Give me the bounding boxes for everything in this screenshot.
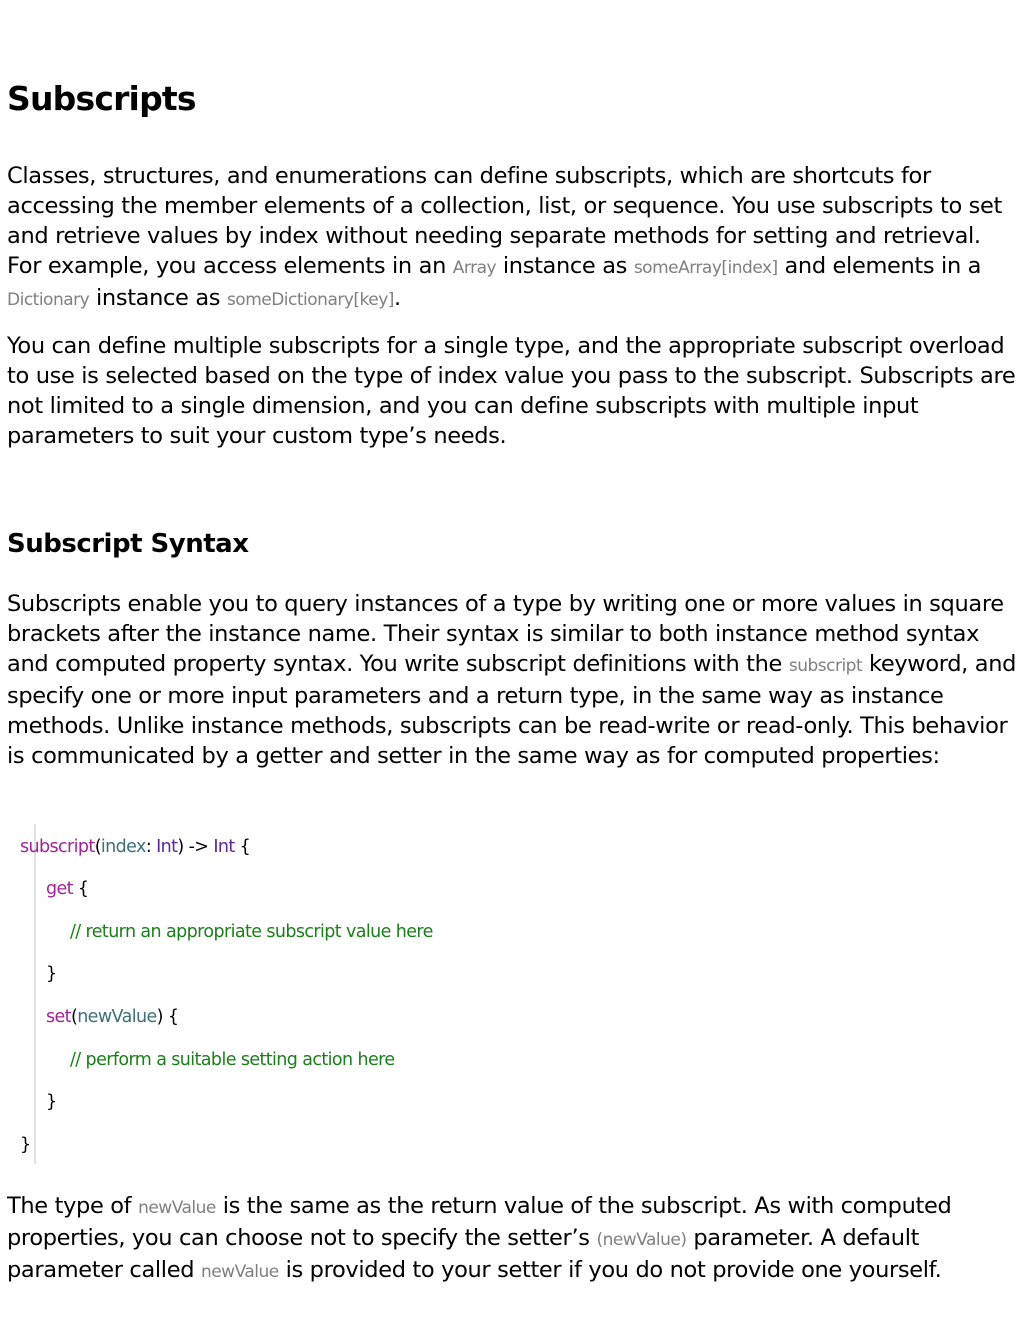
page-title: Subscripts bbox=[7, 79, 196, 118]
code-punct: { bbox=[72, 879, 89, 899]
code-punct: ) { bbox=[156, 1007, 179, 1027]
intro-paragraph-1 bbox=[7, 161, 1017, 315]
code-listing bbox=[20, 824, 736, 1164]
code-punct: : bbox=[145, 837, 157, 857]
inline-code-array: Array bbox=[452, 258, 497, 278]
inline-code-newvalue: newValue bbox=[138, 1198, 216, 1218]
text-run: keyword, and specify one or more input parameters and a return type, in the same way as instance methods. Unlike instance methods, subscripts can be read-write or read-only. This behavior is communicated by a getter and setter in the same way as for computed properties: bbox=[7, 651, 1017, 769]
code-keyword: set bbox=[46, 1007, 71, 1027]
code-punct: { bbox=[234, 837, 251, 857]
inline-code-newvalue: newValue bbox=[200, 1262, 279, 1282]
code-line-1 bbox=[20, 835, 250, 859]
code-type: Int bbox=[213, 837, 235, 857]
code-line-4: } bbox=[46, 964, 57, 984]
inline-code-somedictionary-key: someDictionary[key] bbox=[226, 290, 394, 310]
code-punct: ( bbox=[70, 1007, 78, 1027]
code-line-5 bbox=[46, 1005, 178, 1029]
text-run: parameter. A default parameter called bbox=[7, 1225, 920, 1283]
text-run: Subscripts enable you to query instances of a type by writing one or more values in square brackets after the instance name. Their syntax is similar to both instance method syntax and computed property syntax. You write subscript definitions with the bbox=[7, 591, 1004, 677]
inline-code-somearray-index: someArray[index] bbox=[633, 258, 778, 278]
text-run: is provided to your setter if you do not provide one yourself. bbox=[278, 1257, 942, 1283]
code-punct: ) -> bbox=[177, 837, 214, 857]
code-keyword: get bbox=[46, 879, 73, 899]
text-run: is the same as the return value of the subscript. As with computed properties, you can choose not to specify the setter’s bbox=[7, 1193, 952, 1251]
inline-code-dictionary: Dictionary bbox=[7, 290, 90, 310]
inline-code-subscript: subscript bbox=[788, 656, 863, 676]
code-parameter: newValue bbox=[77, 1007, 157, 1027]
intro-paragraph-2: You can define multiple subscripts for a single type, and the appropriate subscript overload to use is selected based on the type of index value you pass to the subscript. Subscripts are not limited to a single dimension, and you can define subscripts with multiple input parameters to suit your custom type’s needs. bbox=[7, 333, 1016, 449]
code-line-3-comment: // return an appropriate subscript value here bbox=[70, 922, 433, 942]
section-heading: Subscript Syntax bbox=[7, 529, 249, 559]
text-run: The type of bbox=[7, 1193, 139, 1219]
code-punct: ( bbox=[94, 837, 101, 857]
text-run: instance as bbox=[89, 285, 227, 311]
code-line-2 bbox=[46, 877, 88, 901]
code-line-7: } bbox=[46, 1092, 57, 1112]
code-type: Int bbox=[156, 837, 178, 857]
text-run: Classes, structures, and enumerations can define subscripts, which are shortcuts for accessing the member elements of a collection, list, or sequence. You use subscripts to set and retrieve values by index without needing separate methods for setting and retrieval. For example, you access elements in an bbox=[7, 163, 1003, 279]
text-run: . bbox=[393, 285, 401, 311]
inline-code-newvalue-paren: (newValue) bbox=[596, 1230, 687, 1250]
code-line-6-comment: // perform a suitable setting action here bbox=[70, 1050, 395, 1070]
syntax-paragraph bbox=[7, 589, 1017, 771]
code-parameter: index bbox=[100, 837, 146, 857]
text-run: and elements in a bbox=[777, 253, 982, 279]
text-run: instance as bbox=[496, 253, 634, 279]
code-line-8: } bbox=[20, 1135, 31, 1155]
code-keyword: subscript bbox=[20, 837, 95, 857]
closing-paragraph bbox=[7, 1191, 1017, 1287]
